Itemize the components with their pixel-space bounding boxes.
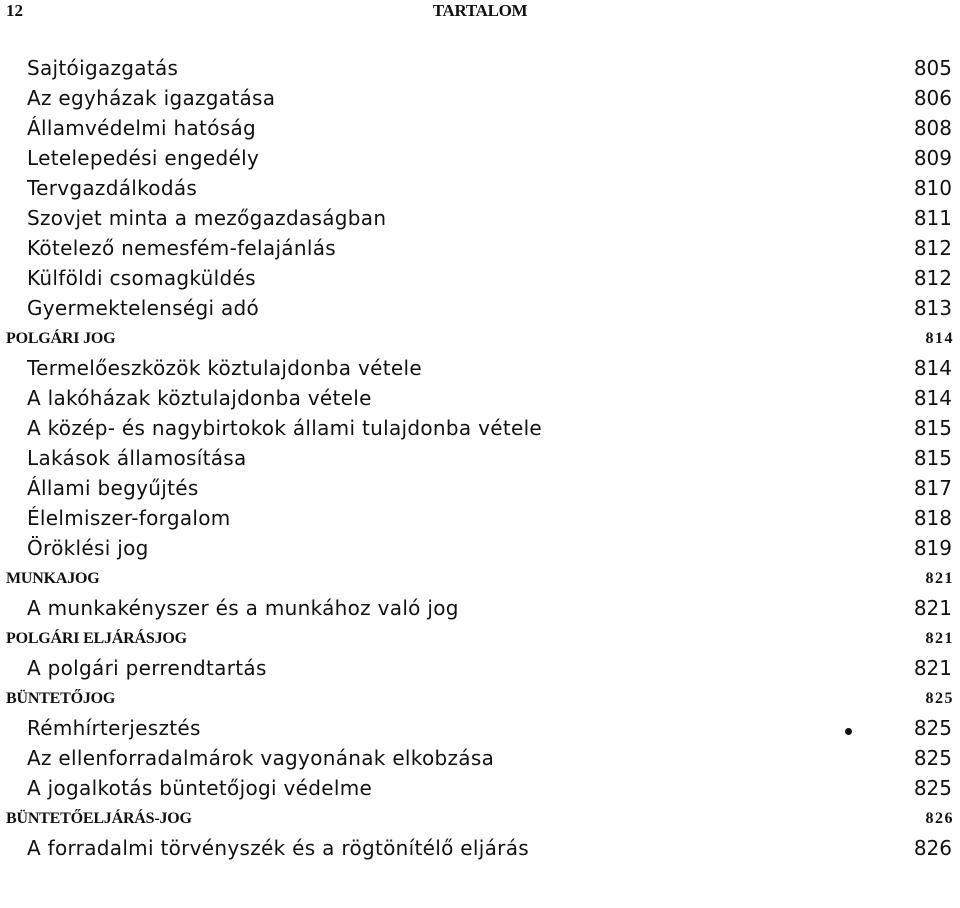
section-title: MUNKAJOG (6, 570, 100, 587)
toc-section-heading (0, 622, 960, 652)
page-reference: 817 (913, 476, 952, 500)
section-title: BÜNTETŐJOG (6, 690, 116, 707)
page-reference: 808 (913, 116, 952, 140)
page-reference: 826 (913, 836, 952, 860)
toc-entry (0, 412, 960, 442)
page-reference: 821 (925, 630, 954, 647)
page-reference: 825 (925, 690, 954, 707)
toc-entry (0, 742, 960, 772)
entry-title: Gyermektelenségi adó (27, 296, 260, 320)
bullet-mark (845, 728, 852, 735)
toc-section-heading (0, 562, 960, 592)
toc-entry (0, 712, 960, 742)
toc-entry (0, 442, 960, 472)
entry-title: Sajtóigazgatás (27, 56, 179, 80)
entry-title: Szovjet minta a mezőgazdaságban (27, 206, 387, 230)
toc-entry (0, 772, 960, 802)
toc-section-heading (0, 802, 960, 832)
entry-title: A közép- és nagybirtokok állami tulajdonba vétele (27, 416, 543, 440)
toc-entry (0, 262, 960, 292)
page-reference: 815 (913, 416, 952, 440)
toc-entry (0, 172, 960, 202)
toc-entry (0, 382, 960, 412)
page-reference: 809 (913, 146, 952, 170)
page-reference: 814 (913, 356, 952, 380)
running-title: TARTALOM (432, 1, 528, 20)
entry-title: A lakóházak köztulajdonba vétele (27, 386, 372, 410)
toc-section-heading (0, 322, 960, 352)
entry-title: Az egyházak igazgatása (27, 86, 276, 110)
toc-entry (0, 52, 960, 82)
entry-title: Öröklési jog (27, 536, 149, 560)
page-reference: 810 (913, 176, 952, 200)
page-reference: 819 (913, 536, 952, 560)
section-title: POLGÁRI ELJÁRÁSJOG (6, 630, 187, 647)
page-header (0, 0, 960, 26)
page-reference: 811 (913, 206, 952, 230)
page-reference: 812 (913, 236, 952, 260)
toc-entry (0, 832, 960, 862)
page-reference: 825 (913, 746, 952, 770)
toc-entry (0, 472, 960, 502)
page-reference: 814 (913, 386, 952, 410)
toc-entry (0, 352, 960, 382)
toc-entry (0, 112, 960, 142)
toc-entry (0, 592, 960, 622)
section-title: BÜNTETŐELJÁRÁS-JOG (6, 810, 192, 827)
toc-entry (0, 652, 960, 682)
entry-title: A jogalkotás büntetőjogi védelme (27, 776, 373, 800)
toc-entry (0, 502, 960, 532)
page-reference: 825 (913, 776, 952, 800)
toc-entry (0, 292, 960, 322)
toc-section-heading (0, 682, 960, 712)
page-reference: 813 (913, 296, 952, 320)
table-of-contents (0, 52, 960, 862)
toc-entry (0, 142, 960, 172)
entry-title: Államvédelmi hatóság (27, 116, 257, 140)
entry-title: Lakások államosítása (27, 446, 247, 470)
page-reference: 815 (913, 446, 952, 470)
page-reference: 818 (913, 506, 952, 530)
entry-title: Élelmiszer-forgalom (27, 506, 231, 530)
page-reference: 806 (913, 86, 952, 110)
toc-entry (0, 532, 960, 562)
toc-entry (0, 232, 960, 262)
entry-title: Kötelező nemesfém-felajánlás (27, 236, 336, 260)
entry-title: Külföldi csomagküldés (27, 266, 256, 290)
page-reference: 821 (925, 570, 954, 587)
page-reference: 826 (925, 810, 954, 827)
page-reference: 812 (913, 266, 952, 290)
page-reference: 805 (913, 56, 952, 80)
entry-title: A forradalmi törvényszék és a rögtönítélő eljárás (27, 836, 529, 860)
page-reference: 821 (913, 596, 952, 620)
entry-title: Rémhírterjesztés (27, 716, 201, 740)
entry-title: Az ellenforradalmárok vagyonának elkobzása (27, 746, 495, 770)
entry-title: A munkakényszer és a munkához való jog (27, 596, 459, 620)
entry-title: Tervgazdálkodás (27, 176, 198, 200)
page-reference: 825 (913, 716, 952, 740)
entry-title: Termelőeszközök köztulajdonba vétele (27, 356, 422, 380)
toc-entry (0, 202, 960, 232)
entry-title: A polgári perrendtartás (27, 656, 267, 680)
entry-title: Letelepedési engedély (27, 146, 260, 170)
page-reference: 814 (925, 330, 954, 347)
page-number: 12 (6, 1, 23, 20)
entry-title: Állami begyűjtés (27, 476, 199, 500)
toc-entry (0, 82, 960, 112)
section-title: POLGÁRI JOG (6, 330, 116, 347)
page-reference: 821 (913, 656, 952, 680)
